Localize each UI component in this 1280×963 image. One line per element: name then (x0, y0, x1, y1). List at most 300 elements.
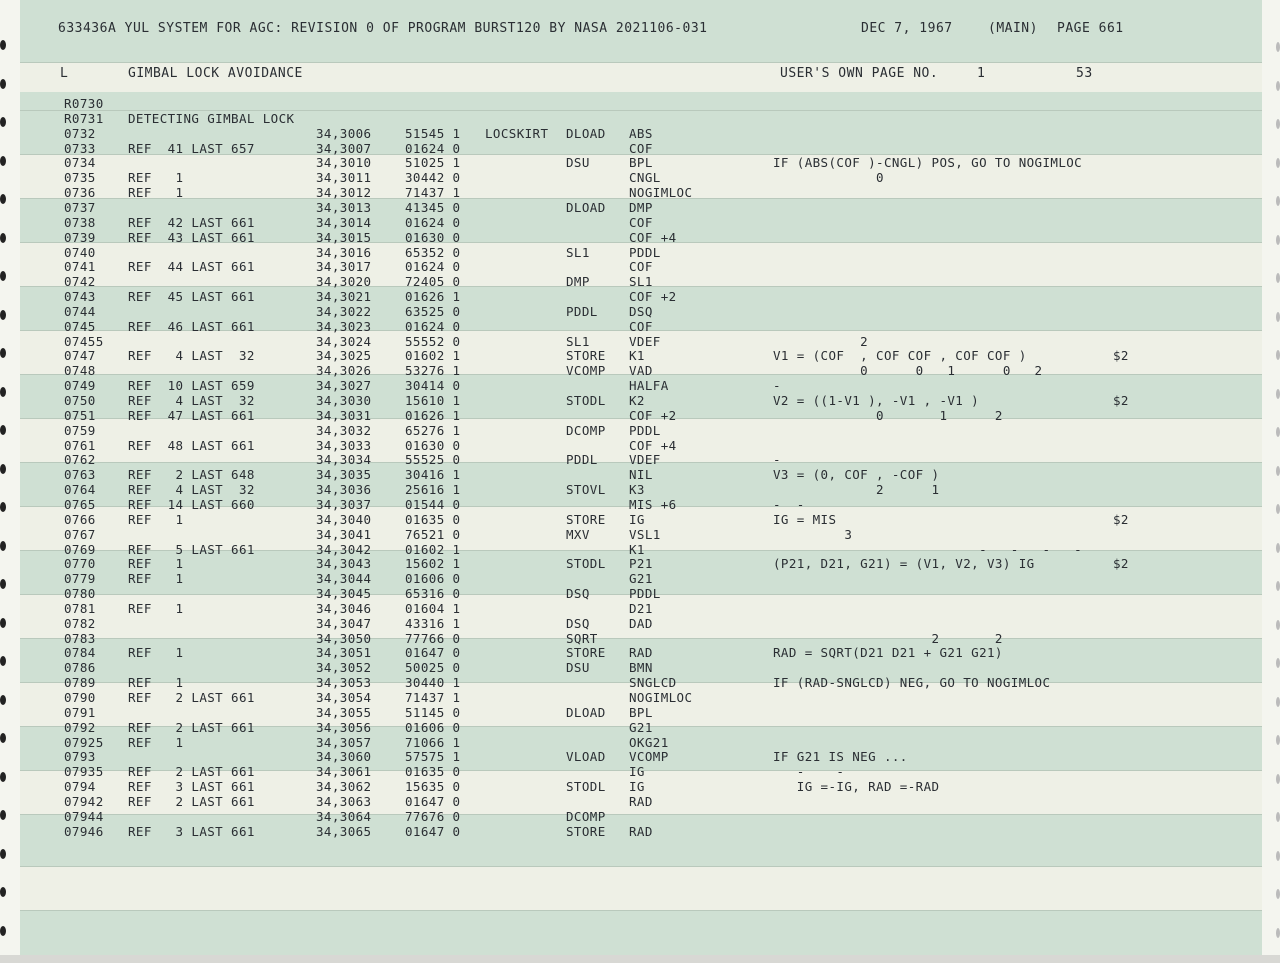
listing-line: 07455 (64, 333, 104, 349)
listing-line: 0789 (64, 675, 96, 691)
listing-word: 41345 0 (405, 199, 461, 215)
tractor-hole (0, 772, 6, 782)
listing-ref: REF 2 LAST 661 (128, 719, 255, 735)
listing-row (20, 348, 1262, 363)
listing-ref: REF 1 (128, 600, 184, 616)
listing-word: 01602 1 (405, 541, 461, 557)
listing-line: 0784 (64, 645, 96, 661)
listing-line: 0747 (64, 348, 96, 364)
listing-op: STOVL (566, 482, 606, 498)
listing-op: SL1 (566, 244, 590, 260)
listing-operand: P21 (629, 556, 653, 572)
listing-word: 55525 0 (405, 452, 461, 468)
listing-comment: V3 = (0, COF , -COF ) (773, 467, 940, 483)
listing-row (20, 824, 1262, 839)
listing-word: 30442 0 (405, 170, 461, 186)
listing-word: 65316 0 (405, 586, 461, 602)
tractor-hole (0, 656, 6, 666)
listing-line: 0780 (64, 586, 96, 602)
listing-op: DSU (566, 155, 590, 171)
listing-word: 01630 0 (405, 229, 461, 245)
listing-row (20, 467, 1262, 482)
listing-line: 0763 (64, 467, 96, 483)
tractor-hole (0, 310, 6, 320)
listing-comment: IF (RAD-SNGLCD) NEG, GO TO NOGIMLOC (773, 675, 1051, 691)
listing-word: 01626 1 (405, 407, 461, 423)
listing-addr: 34,3034 (316, 452, 372, 468)
listing-operand: K1 (629, 348, 645, 364)
listing-addr: 34,3061 (316, 764, 372, 780)
listing-op: DSU (566, 660, 590, 676)
listing-line: 07942 (64, 793, 104, 809)
listing-line: 07944 (64, 808, 104, 824)
listing-row (20, 141, 1262, 156)
listing-addr: 34,3037 (316, 496, 372, 512)
listing-addr: 34,3017 (316, 259, 372, 275)
listing-addr: 34,3007 (316, 140, 372, 156)
tractor-hole (0, 194, 6, 204)
listing-operand: COF +4 (629, 437, 677, 453)
listing-op: PDDL (566, 303, 598, 319)
listing-op: DCOMP (566, 422, 606, 438)
listing-line: 0759 (64, 422, 96, 438)
listing-line: 0767 (64, 526, 96, 542)
listing-addr: 34,3050 (316, 630, 372, 646)
listing-word: 01602 1 (405, 348, 461, 364)
rule (20, 62, 1262, 63)
listing-line: 0791 (64, 704, 96, 720)
listing-comment: - - (773, 764, 845, 780)
tractor-hole (1276, 658, 1280, 668)
listing-word: 01624 0 (405, 259, 461, 275)
tractor-hole (1276, 812, 1280, 822)
listing-row (20, 809, 1262, 824)
listing-operand: BPL (629, 704, 653, 720)
listing-word: 01544 0 (405, 496, 461, 512)
listing-row (20, 705, 1262, 720)
listing-ref: DETECTING GIMBAL LOCK (128, 110, 295, 126)
band (20, 910, 1262, 955)
listing-word: 15602 1 (405, 556, 461, 572)
listing-addr: 34,3025 (316, 348, 372, 364)
listing-row (20, 111, 1262, 126)
tractor-hole (1276, 427, 1280, 437)
listing-word: 51145 0 (405, 704, 461, 720)
listing-comment: 0 0 1 0 2 (773, 363, 1043, 379)
listing-word: 55552 0 (405, 333, 461, 349)
listing-operand: DSQ (629, 303, 653, 319)
tractor-hole (1276, 851, 1280, 861)
listing-operand: BPL (629, 155, 653, 171)
tractor-hole (0, 425, 6, 435)
listing-row (20, 645, 1262, 660)
listing-addr: 34,3055 (316, 704, 372, 720)
listing-line: 0762 (64, 452, 96, 468)
listing-row (20, 230, 1262, 245)
tractor-hole (1276, 350, 1280, 360)
listing-ref: REF 2 LAST 661 (128, 793, 255, 809)
listing-line: 0742 (64, 274, 96, 290)
listing-operand: ABS (629, 125, 653, 141)
listing-addr: 34,3030 (316, 393, 372, 408)
listing-ref: REF 1 (128, 170, 184, 186)
listing-ref: REF 41 LAST 657 (128, 140, 255, 156)
listing-addr: 34,3044 (316, 571, 372, 587)
listing-word: 77676 0 (405, 808, 461, 824)
tractor-hole (0, 887, 6, 897)
tractor-hole (1276, 389, 1280, 399)
tractor-hole (1276, 697, 1280, 707)
listing-tag: $2 (1113, 348, 1129, 364)
listing-line: 0736 (64, 185, 96, 201)
listing-addr: 34,3062 (316, 779, 372, 795)
listing-line: 0743 (64, 289, 96, 305)
listing-operand: PDDL (629, 244, 661, 260)
listing-row (20, 319, 1262, 334)
listing-addr: 34,3021 (316, 289, 372, 305)
listing-addr: 34,3064 (316, 808, 372, 824)
listing-line: 0735 (64, 170, 96, 186)
listing-word: 65276 1 (405, 422, 461, 438)
listing-line: 0732 (64, 125, 96, 141)
tractor-hole (0, 387, 6, 397)
tractor-hole (1276, 273, 1280, 283)
tractor-hole (0, 464, 6, 474)
listing-word: 01626 1 (405, 289, 461, 305)
listing-line: 0738 (64, 214, 96, 230)
listing-addr: 34,3012 (316, 185, 372, 201)
listing-op: DMP (566, 274, 590, 290)
subheader-title: GIMBAL LOCK AVOIDANCE (128, 66, 303, 81)
user-page-label: USER'S OWN PAGE NO. (780, 66, 939, 81)
listing-operand: NOGIMLOC (629, 690, 693, 705)
listing-operand: COF (629, 214, 653, 230)
listing-operand: COF (629, 318, 653, 334)
listing-operand: PDDL (629, 422, 661, 438)
listing-operand: IG (629, 779, 645, 795)
listing-row (20, 571, 1262, 586)
tractor-hole (0, 348, 6, 358)
listing-addr: 34,3020 (316, 274, 372, 290)
listing-comment: 2 (773, 333, 869, 349)
listing-word: 77766 0 (405, 630, 461, 646)
listing-ref: REF 10 LAST 659 (128, 378, 255, 394)
listing-op: DLOAD (566, 199, 606, 215)
listing-addr: 34,3014 (316, 214, 372, 230)
listing-word: 71437 1 (405, 185, 461, 201)
listing-addr: 34,3026 (316, 363, 372, 379)
listing-line: 07935 (64, 764, 104, 780)
listing-row (20, 170, 1262, 185)
tractor-hole (0, 502, 6, 512)
listing-operand: K3 (629, 482, 645, 498)
listing-row (20, 497, 1262, 512)
listing-line: 0744 (64, 303, 96, 319)
listing-addr: 34,3065 (316, 823, 372, 839)
listing-op: DLOAD (566, 125, 606, 141)
listing-line: 0769 (64, 541, 96, 557)
rule (20, 866, 1262, 867)
listing-line: 0793 (64, 749, 96, 765)
header-banner: 633436A YUL SYSTEM FOR AGC: REVISION 0 OF PROGRAM BURST120 BY NASA 2021106-031 (58, 21, 708, 36)
listing-op: STODL (566, 779, 606, 795)
listing-comment: (P21, D21, G21) = (V1, V2, V3) IG (773, 556, 1035, 572)
listing-word: 51025 1 (405, 155, 461, 171)
listing-ref: REF 47 LAST 661 (128, 407, 255, 423)
listing-row (20, 779, 1262, 794)
listing-line: 0740 (64, 244, 96, 260)
listing-operand: SL1 (629, 274, 653, 290)
listing-operand: COF +2 (629, 289, 677, 305)
tractor-hole (1276, 735, 1280, 745)
listing-line: 0751 (64, 407, 96, 423)
listing-row (20, 586, 1262, 601)
listing-line: 0786 (64, 660, 96, 676)
listing-addr: 34,3013 (316, 199, 372, 215)
listing-row (20, 438, 1262, 453)
listing-operand: D21 (629, 600, 653, 616)
listing-addr: 34,3054 (316, 690, 372, 705)
listing-addr: 34,3045 (316, 586, 372, 602)
listing-row (20, 616, 1262, 631)
listing-ref: REF 5 LAST 661 (128, 541, 255, 557)
listing-line: R0730 (64, 96, 104, 111)
listing-addr: 34,3046 (316, 600, 372, 616)
listing-line: 0748 (64, 363, 96, 379)
listing-ref: REF 1 (128, 645, 184, 661)
listing-addr: 34,3052 (316, 660, 372, 676)
listing-addr: 34,3053 (316, 675, 372, 691)
listing-line: 0782 (64, 615, 96, 631)
listing-addr: 34,3032 (316, 422, 372, 438)
listing-row (20, 452, 1262, 467)
listing-word: 72405 0 (405, 274, 461, 290)
listing-word: 15610 1 (405, 393, 461, 408)
listing-ref: REF 14 LAST 660 (128, 496, 255, 512)
tractor-hole (1276, 158, 1280, 168)
listing-addr: 34,3042 (316, 541, 372, 557)
listing-addr: 34,3006 (316, 125, 372, 141)
listing-row (20, 749, 1262, 764)
listing-ref: REF 46 LAST 661 (128, 318, 255, 334)
listing-addr: 34,3060 (316, 749, 372, 765)
tractor-hole (0, 40, 6, 50)
tractor-hole (1276, 928, 1280, 938)
listing-row (20, 215, 1262, 230)
listing-tag: $2 (1113, 393, 1129, 408)
tractor-hole (0, 810, 6, 820)
listing-comment: 2 2 (773, 630, 1003, 646)
listing-word: 01647 0 (405, 645, 461, 661)
listing-line: 0794 (64, 779, 96, 795)
tractor-hole (1276, 466, 1280, 476)
right-tractor-holes (1272, 0, 1280, 963)
listing-line: 0770 (64, 556, 96, 572)
listing-comment: 0 1 2 (773, 407, 1003, 423)
listing-row (20, 96, 1262, 111)
listing-op: VCOMP (566, 363, 606, 379)
listing-ref: REF 4 LAST 32 (128, 393, 255, 408)
listing-addr: 34,3010 (316, 155, 372, 171)
listing-row (20, 660, 1262, 675)
listing-operand: COF (629, 140, 653, 156)
user-page-number: 1 (977, 66, 986, 81)
listing-addr: 34,3031 (316, 407, 372, 423)
listing-row (20, 423, 1262, 438)
listing-comment: - (773, 378, 781, 394)
listing-row (20, 200, 1262, 215)
listing-word: 30416 1 (405, 467, 461, 483)
listing-line: 07925 (64, 734, 104, 750)
listing-comment: 2 1 (773, 482, 940, 498)
listing-row (20, 764, 1262, 779)
listing-word: 01635 0 (405, 511, 461, 527)
listing-comment: IG =-IG, RAD =-RAD (773, 779, 940, 795)
listing-line: 0781 (64, 600, 96, 616)
listing-word: 15635 0 (405, 779, 461, 795)
listing-ref: REF 45 LAST 661 (128, 289, 255, 305)
listing-addr: 34,3056 (316, 719, 372, 735)
listing-op: STODL (566, 393, 606, 408)
listing-op: MXV (566, 526, 590, 542)
listing-word: 01624 0 (405, 214, 461, 230)
tractor-hole (0, 156, 6, 166)
listing-line: 0761 (64, 437, 96, 453)
listing-word: 43316 1 (405, 615, 461, 631)
listing-word: 01624 0 (405, 318, 461, 334)
listing-ref: REF 2 LAST 661 (128, 690, 255, 705)
listing-line: 0750 (64, 393, 96, 408)
tractor-hole (0, 233, 6, 243)
listing-op: STORE (566, 348, 606, 364)
listing-addr: 34,3022 (316, 303, 372, 319)
listing-comment: IF G21 IS NEG ... (773, 749, 908, 765)
listing-operand: G21 (629, 571, 653, 587)
listing-operand: PDDL (629, 586, 661, 602)
tractor-hole (0, 117, 6, 127)
listing-label: LOCSKIRT (485, 125, 549, 141)
listing-comment: IG = MIS (773, 511, 837, 527)
listing-op: STORE (566, 511, 606, 527)
listing-comment: IF (ABS(COF )-CNGL) POS, GO TO NOGIMLOC (773, 155, 1083, 171)
listing-row (20, 794, 1262, 809)
tractor-hole (0, 79, 6, 89)
listing-line: 0734 (64, 155, 96, 171)
listing-operand: RAD (629, 823, 653, 839)
listing-operand: OKG21 (629, 734, 669, 750)
tractor-hole (1276, 81, 1280, 91)
listing-ref: REF 48 LAST 661 (128, 437, 255, 453)
listing-ref: REF 4 LAST 32 (128, 482, 255, 498)
listing-operand: BMN (629, 660, 653, 676)
listing-addr: 34,3036 (316, 482, 372, 498)
listing-op: DCOMP (566, 808, 606, 824)
listing-addr: 34,3051 (316, 645, 372, 661)
listing-ref: REF 4 LAST 32 (128, 348, 255, 364)
listing-operand: VAD (629, 363, 653, 379)
listing-op: STORE (566, 823, 606, 839)
listing-row (20, 512, 1262, 527)
listing-op: STODL (566, 556, 606, 572)
listing-line: R0731 (64, 110, 104, 126)
listing-row (20, 735, 1262, 750)
listing-op: VLOAD (566, 749, 606, 765)
listing-addr: 34,3041 (316, 526, 372, 542)
listing-ref: REF 2 LAST 661 (128, 764, 255, 780)
listing-addr: 34,3063 (316, 793, 372, 809)
subheader-mark: L (60, 66, 69, 81)
listing-op: DSQ (566, 586, 590, 602)
listing-line: 0739 (64, 229, 96, 245)
listing-addr: 34,3043 (316, 556, 372, 572)
listing-operand: SNGLCD (629, 675, 677, 691)
listing-row (20, 274, 1262, 289)
listing-op: PDDL (566, 452, 598, 468)
page-code: 53 (1076, 66, 1093, 81)
listing-operand: K1 (629, 541, 645, 557)
listing-operand: COF (629, 259, 653, 275)
listing-line: 0737 (64, 199, 96, 215)
listing-operand: HALFA (629, 378, 669, 394)
listing-row (20, 690, 1262, 705)
listing-word: 01647 0 (405, 793, 461, 809)
tractor-hole (0, 733, 6, 743)
listing-ref: REF 1 (128, 571, 184, 587)
listing-ref: REF 43 LAST 661 (128, 229, 255, 245)
listing-op: DSQ (566, 615, 590, 631)
listing-word: 30440 1 (405, 675, 461, 691)
tractor-hole (0, 541, 6, 551)
listing-line: 0766 (64, 511, 96, 527)
listing-operand: VDEF (629, 333, 661, 349)
tractor-hole (1276, 42, 1280, 52)
listing-row (20, 304, 1262, 319)
listing-ref: REF 3 LAST 661 (128, 823, 255, 839)
listing-op: SQRT (566, 630, 598, 646)
listing-op: STORE (566, 645, 606, 661)
listing-row (20, 720, 1262, 735)
listing-operand: G21 (629, 719, 653, 735)
listing-word: 01624 0 (405, 140, 461, 156)
listing-addr: 34,3016 (316, 244, 372, 260)
listing-operand: DAD (629, 615, 653, 631)
listing-addr: 34,3027 (316, 378, 372, 394)
listing-addr: 34,3047 (316, 615, 372, 631)
tractor-hole (0, 926, 6, 936)
listing-tag: $2 (1113, 511, 1129, 527)
listing-operand: MIS +6 (629, 496, 677, 512)
listing-line: 0783 (64, 630, 96, 646)
listing-comment: - - (773, 496, 805, 512)
listing-word: 71066 1 (405, 734, 461, 750)
listing-line: 0779 (64, 571, 96, 587)
tractor-hole (0, 618, 6, 628)
tractor-hole (1276, 504, 1280, 514)
listing-line: 07946 (64, 823, 104, 839)
tractor-hole (1276, 119, 1280, 129)
listing-word: 01606 0 (405, 719, 461, 735)
listing-row (20, 601, 1262, 616)
tractor-hole (0, 695, 6, 705)
paper-edge (0, 955, 1280, 963)
listing-line: 0745 (64, 318, 96, 334)
listing-row (20, 631, 1262, 646)
listing-op: DLOAD (566, 704, 606, 720)
listing-row (20, 393, 1262, 408)
listing-comment: 0 (773, 170, 884, 186)
listing-ref: REF 3 LAST 661 (128, 779, 255, 795)
tractor-hole (1276, 235, 1280, 245)
